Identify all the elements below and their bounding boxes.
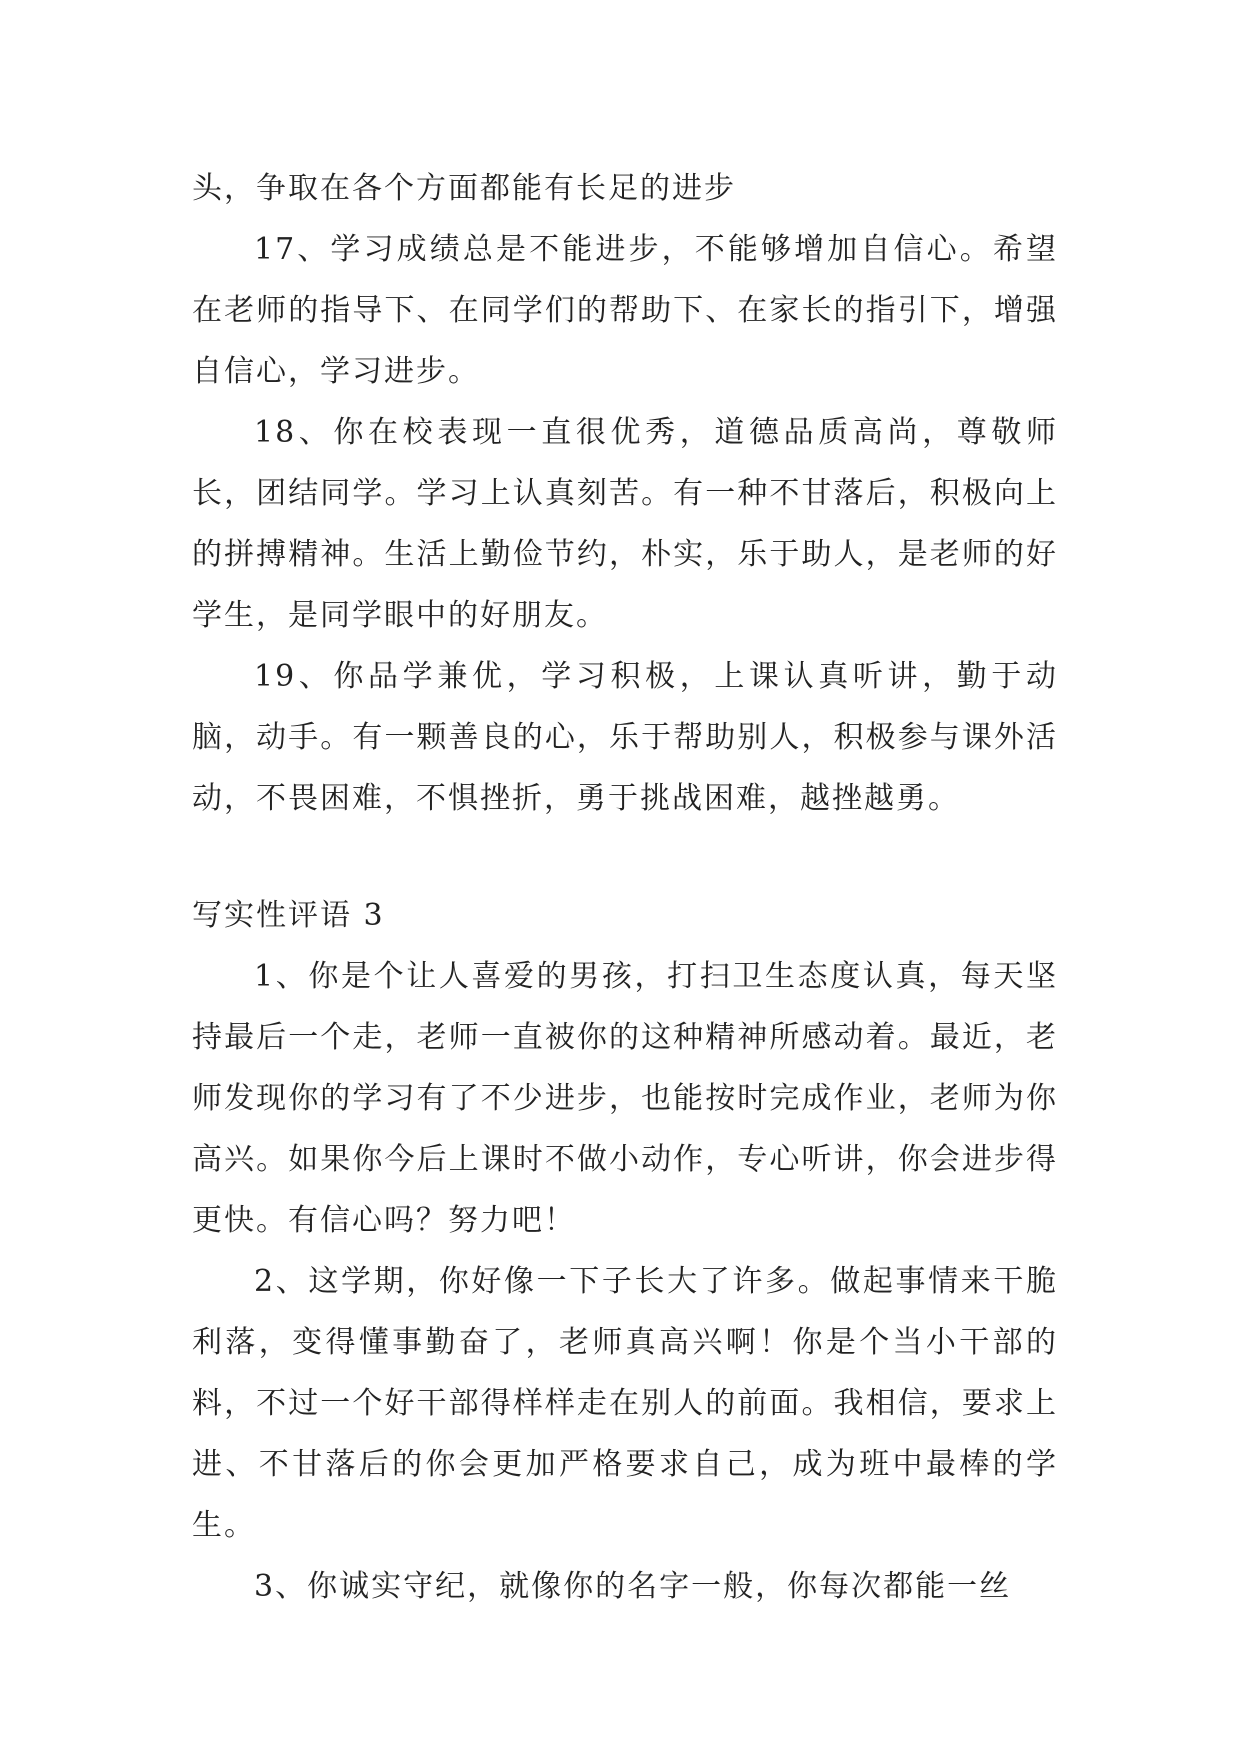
paragraph-comment-19: 19、你品学兼优，学习积极，上课认真听讲，勤于动脑，动手。有一颗善良的心，乐于帮助别人，积极参与课外活动，不畏困难，不惧挫折，勇于挑战困难，越挫越勇。 xyxy=(192,659,1058,816)
paragraph-comment-1: 1、你是个让人喜爱的男孩，打扫卫生态度认真，每天坚持最后一个走，老师一直被你的这种精神所感动着。最近，老师发现你的学习有了不少进步，也能按时完成作业，老师为你高兴。如果你今后上课时不做小动作，专心听讲，你会进步得更快。有信心吗？努力吧！ xyxy=(192,959,1058,1238)
document-body xyxy=(192,158,1058,1617)
paragraph-comment-2: 2、这学期，你好像一下子长大了许多。做起事情来干脆利落，变得懂事勤奋了，老师真高兴啊！你是个当小干部的料，不过一个好干部得样样走在别人的前面。我相信，要求上进、不甘落后的你会更加严格要求自己，成为班中最棒的学生。 xyxy=(192,1264,1058,1543)
paragraph-comment-17: 17、学习成绩总是不能进步，不能够增加自信心。希望在老师的指导下、在同学们的帮助下、在家长的指引下，增强自信心，学习进步。 xyxy=(192,232,1058,389)
paragraph-comment-3: 3、你诚实守纪，就像你的名字一般，你每次都能一丝 xyxy=(254,1569,1012,1604)
paragraph-comment-18: 18、你在校表现一直很优秀，道德品质高尚，尊敬师长，团结同学。学习上认真刻苦。有一种不甘落后，积极向上的拼搏精神。生活上勤俭节约，朴实，乐于助人，是老师的好学生，是同学眼中的好朋友。 xyxy=(192,415,1058,633)
paragraph-continued-16: 头，争取在各个方面都能有长足的进步 xyxy=(192,171,736,206)
section-heading: 写实性评语 3 xyxy=(192,898,385,933)
